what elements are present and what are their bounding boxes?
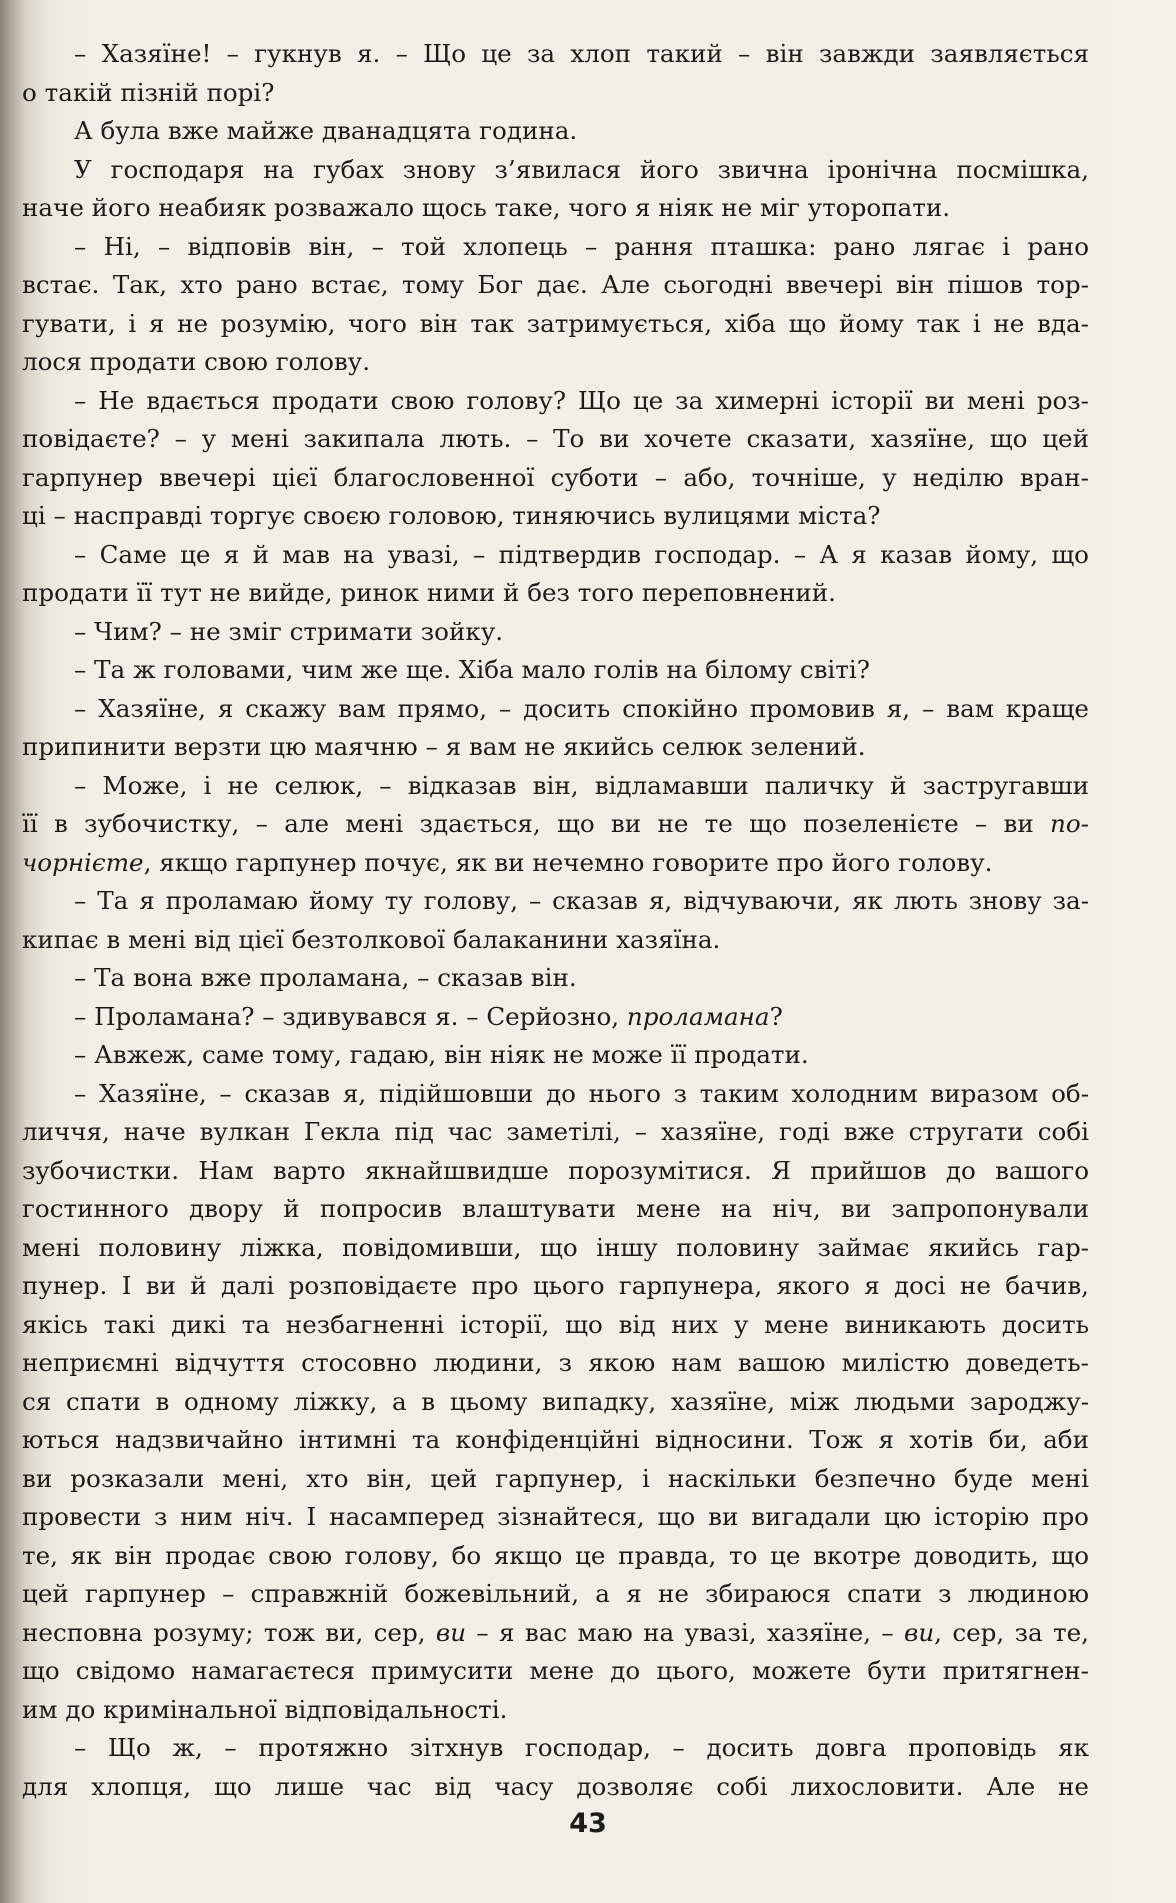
text-line: о такій пізній порі?: [22, 77, 275, 107]
text-line: продати її тут не вийде, ринок ними й без того переповнений.: [22, 578, 836, 607]
text-line: гарпунер ввечері цієї благословенної суботи – або, точніше, у неділю вран-: [22, 462, 1089, 492]
text-line: им до кримінальної відповідальності.: [22, 1694, 508, 1724]
text-line: повідаєте? – у мені закипала лють. – То ви хочете сказати, хазяїне, що цей: [22, 424, 1089, 453]
text-line: – Що ж, – протяжно зітхнув господар, – досить довга проповідь як: [74, 1733, 1089, 1762]
text-line: – Та ж головами, чим же ще. Хіба мало голів на білому світі?: [74, 655, 870, 684]
text-line: ються надзвичайно інтимні та конфіденційні відносини. Тож я хотів би, аби: [22, 1425, 1089, 1454]
text-line: несповна розуму; тож ви, сер, ви – я вас маю на увазі, хазяїне, – ви, сер, за те,: [22, 1617, 1089, 1647]
text-line: зубочистки. Нам варто якнайшвидше порозумітися. Я прийшов до вашого: [22, 1155, 1089, 1185]
text-line: гостинного двору й попросив влаштувати мене на ніч, ви запропонували: [22, 1194, 1089, 1223]
text-line: наче його неабияк розважало щось таке, чого я ніяк не міг уторопати.: [22, 193, 951, 222]
text-line: ці – насправді торгує своєю головою, тиняючись вулицями міста?: [22, 501, 881, 530]
text-line: якісь такі дикі та незбагненні історії, що від них у мене виникають досить: [22, 1309, 1089, 1339]
text-line: – Та я проламаю йому ту голову, – сказав я, відчуваючи, як лють знову за-: [74, 886, 1089, 915]
text-line: ви розказали мені, хто він, цей гарпунер, і наскільки безпечно буде мені: [22, 1463, 1089, 1493]
text-line: припинити верзти цю маячню – я вам не якийсь селюк зелений.: [22, 732, 866, 761]
page-number: 43: [569, 1808, 607, 1839]
text-line: У господаря на губах знову з’явилася його звична іронічна посмішка,: [74, 154, 1089, 184]
text-line: – Не вдається продати свою голову? Що це за химерні історії ви мені роз-: [74, 385, 1089, 415]
text-line: неприємні відчуття стосовно людини, з якою нам вашою милістю доведеть-: [22, 1348, 1089, 1377]
text-line: її в зубочистку, – але мені здається, що ви не те що позеленієте – ви по-: [22, 809, 1089, 838]
text-line: лося продати свою голову.: [22, 347, 371, 376]
text-line: – Ні, – відповів він, – той хлопець – рання пташка: рано лягає і рано: [74, 231, 1089, 261]
text-line: ся спати в одному ліжку, а в цьому випадку, хазяїне, між людьми зароджу-: [22, 1386, 1089, 1416]
page-body-text: [22, 35, 1089, 1806]
text-line: для хлопця, що лише час від часу дозволяє собі лихословити. Але не: [22, 1771, 1089, 1801]
text-line: мені половину ліжка, повідомивши, що іншу половину займає якийсь гар-: [22, 1232, 1089, 1262]
text-line: цей гарпунер – справжній божевільний, а я не збираюся спати з людиною: [22, 1579, 1089, 1608]
text-line: гувати, і я не розумію, чого він так затримується, хіба що йому так і не вда-: [22, 308, 1089, 338]
text-line: А була вже майже дванадцята година.: [74, 116, 578, 145]
text-line: – Хазяїне, я скажу вам прямо, – досить спокійно промовив я, – вам краще: [74, 693, 1089, 723]
text-line: – Хазяїне, – сказав я, підійшовши до нього з таким холодним виразом об-: [74, 1078, 1089, 1108]
text-line: пунер. І ви й далі розповідаєте про цього гарпунера, якого я досі не бачив,: [22, 1271, 1089, 1300]
text-line: личчя, наче вулкан Гекла під час заметілі, – хазяїне, годі вже стругати собі: [22, 1117, 1089, 1146]
text-line: – Авжеж, саме тому, гадаю, він ніяк не може її продати.: [74, 1040, 809, 1069]
text-line: кипає в мені від цієї безтолкової балаканини хазяїна.: [22, 924, 721, 954]
text-line: – Чим? – не зміг стримати зойку.: [74, 616, 504, 646]
text-line: – Саме це я й мав на увазі, – підтвердив господар. – А я казав йому, що: [74, 539, 1089, 569]
text-line: чорнієте, якщо гарпунер почує, як ви нечемно говорите про його голову.: [22, 847, 993, 877]
text-line: – Та вона вже проламана, – сказав він.: [74, 963, 577, 992]
text-line: що свідомо намагаєтеся примусити мене до цього, можете бути притягнен-: [22, 1656, 1089, 1685]
text-line: – Може, і не селюк, – відказав він, відламавши паличку й застругавши: [74, 770, 1089, 800]
text-line: те, як він продає свою голову, бо якщо це правда, то це вкотре доводить, що: [22, 1540, 1089, 1570]
text-line: встає. Так, хто рано встає, тому Бог дає. Але сьогодні ввечері він пішов тор-: [22, 270, 1089, 299]
text-line: – Хазяїне! – гукнув я. – Що це за хлоп такий – він завжди заявляється: [74, 39, 1089, 68]
text-line: провести з ним ніч. І насамперед зізнайтеся, що ви вигадали цю історію про: [22, 1502, 1089, 1531]
text-line: – Проламана? – здивувався я. – Серйозно, проламана?: [74, 1001, 783, 1031]
